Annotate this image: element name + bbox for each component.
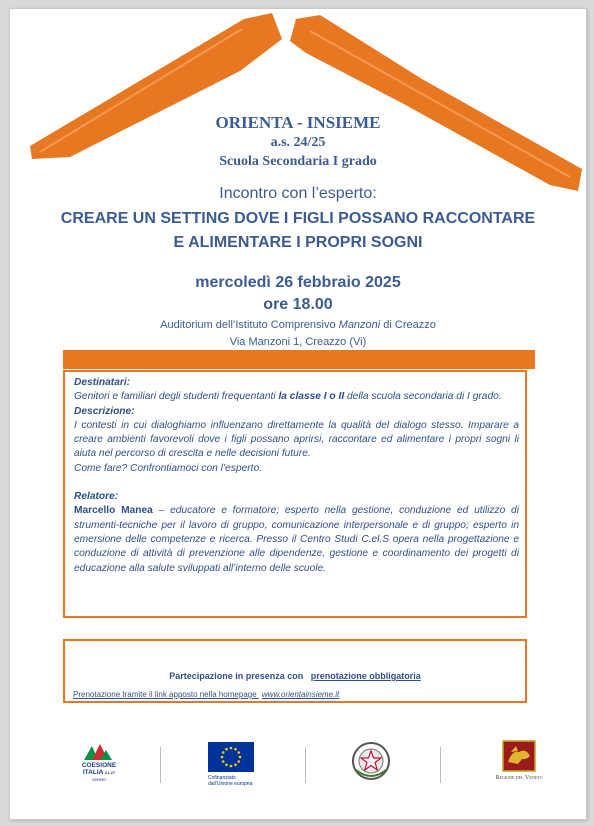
venue-prefix: Auditorium dell’Istituto Comprensivo — [160, 319, 336, 331]
lion-of-saint-mark-icon — [502, 740, 536, 772]
eu-flag-icon — [208, 742, 254, 772]
description-question: Come fare? Confrontiamoci con l’esperto. — [74, 462, 262, 474]
recipients-text-part2: della scuola secondaria di I grado. — [347, 391, 502, 403]
coesione-line1: COESIONE — [81, 762, 117, 769]
eu-line1: Cofinanziato — [208, 775, 236, 781]
recipients-text-part1: Genitori e familiari degli studenti frequentanti — [74, 391, 276, 403]
org-name: ORIENTA - INSIEME — [215, 113, 381, 132]
description-heading: Descrizione: — [74, 405, 135, 417]
logo-divider-3 — [440, 747, 441, 783]
flyer-page — [9, 8, 587, 820]
coesione-line2: ITALIA — [82, 769, 104, 776]
event-title — [10, 207, 586, 255]
recipients-classes: la classe I o II — [278, 391, 345, 403]
event-venue — [10, 319, 586, 331]
roof-graphic — [10, 9, 586, 209]
event-date: mercoledì 26 febbraio 2025 — [195, 274, 401, 291]
logo-divider-1 — [160, 747, 161, 783]
eu-line2: dall’Unione europea — [208, 781, 253, 787]
recipients-text — [74, 390, 519, 404]
venue-suffix: di Creazzo — [383, 319, 436, 331]
speaker-bio: – educatore e formatore; esperto nella gestione, conduzione ed utilizzo di strumenti-tecniche per il lavoro di gruppo, comunicazione interpersonale e di gruppo; esperto in emersione delle competenze e ricerca. Presso il Centro Studi C.el.S opera nella progettazione e conduzione di attività di prevenzione alle dipendenze, gestione e coordinamento dei progetti di educazione alla salute sviluppati all’interno delle scuole. — [74, 505, 519, 574]
description-paragraph: I contesti in cui dialoghiamo influenzano direttamente la qualità del dialogo stesso. Imparare a creare ambienti favorevoli dove i figli possano aprirsi, raccontare ed alimentare i propri sogni li aiuta nel percorso di crescita e nelle decisioni future. — [74, 419, 519, 460]
event-time: ore 18.00 — [263, 296, 333, 313]
registration-line — [65, 671, 525, 681]
venue-name: Manzoni — [338, 319, 381, 331]
speaker-text — [74, 504, 519, 575]
regione-veneto-logo — [488, 740, 550, 786]
italian-republic-emblem — [350, 740, 392, 782]
registration-required-link[interactable]: prenotazione obbligatoria — [310, 671, 421, 681]
coesione-mark-icon — [78, 740, 120, 762]
registration-homepage-text: Prenotazione tramite il link apposto nella homepage — [73, 690, 257, 699]
orange-divider-bar — [63, 350, 535, 369]
republic-emblem-icon — [350, 740, 392, 782]
school-year: a.s. 24/25 — [270, 135, 326, 150]
coesione-italia-logo — [78, 740, 120, 788]
registration-box — [63, 639, 527, 703]
recipients-heading: Destinatari: — [74, 377, 131, 388]
website-link[interactable]: www.orientainsieme.it — [261, 690, 340, 699]
veneto-label: Regione del Veneto — [495, 775, 543, 781]
registration-text: Partecipazione in presenza con — [169, 671, 304, 681]
school-level: Scuola Secondaria I grado — [219, 154, 377, 169]
speaker-heading: Relatore: — [74, 491, 119, 503]
event-title-line2: E ALIMENTARE I PROPRI SOGNI — [173, 234, 423, 251]
registration-homepage-line — [73, 690, 339, 699]
speaker-name: Marcello Manea — [74, 505, 153, 517]
event-intro: Incontro con l’esperto: — [219, 185, 377, 202]
details-box — [63, 370, 527, 618]
coesione-sub: veneto — [92, 777, 106, 782]
event-title-line1: CREARE UN SETTING DOVE I FIGLI POSSANO RACCONTARE — [60, 210, 536, 227]
coesione-years: 21-27 — [104, 770, 116, 775]
logo-divider-2 — [305, 747, 306, 783]
eu-logo — [208, 742, 260, 790]
event-address: Via Manzoni 1, Creazzo (Vi) — [229, 336, 367, 348]
